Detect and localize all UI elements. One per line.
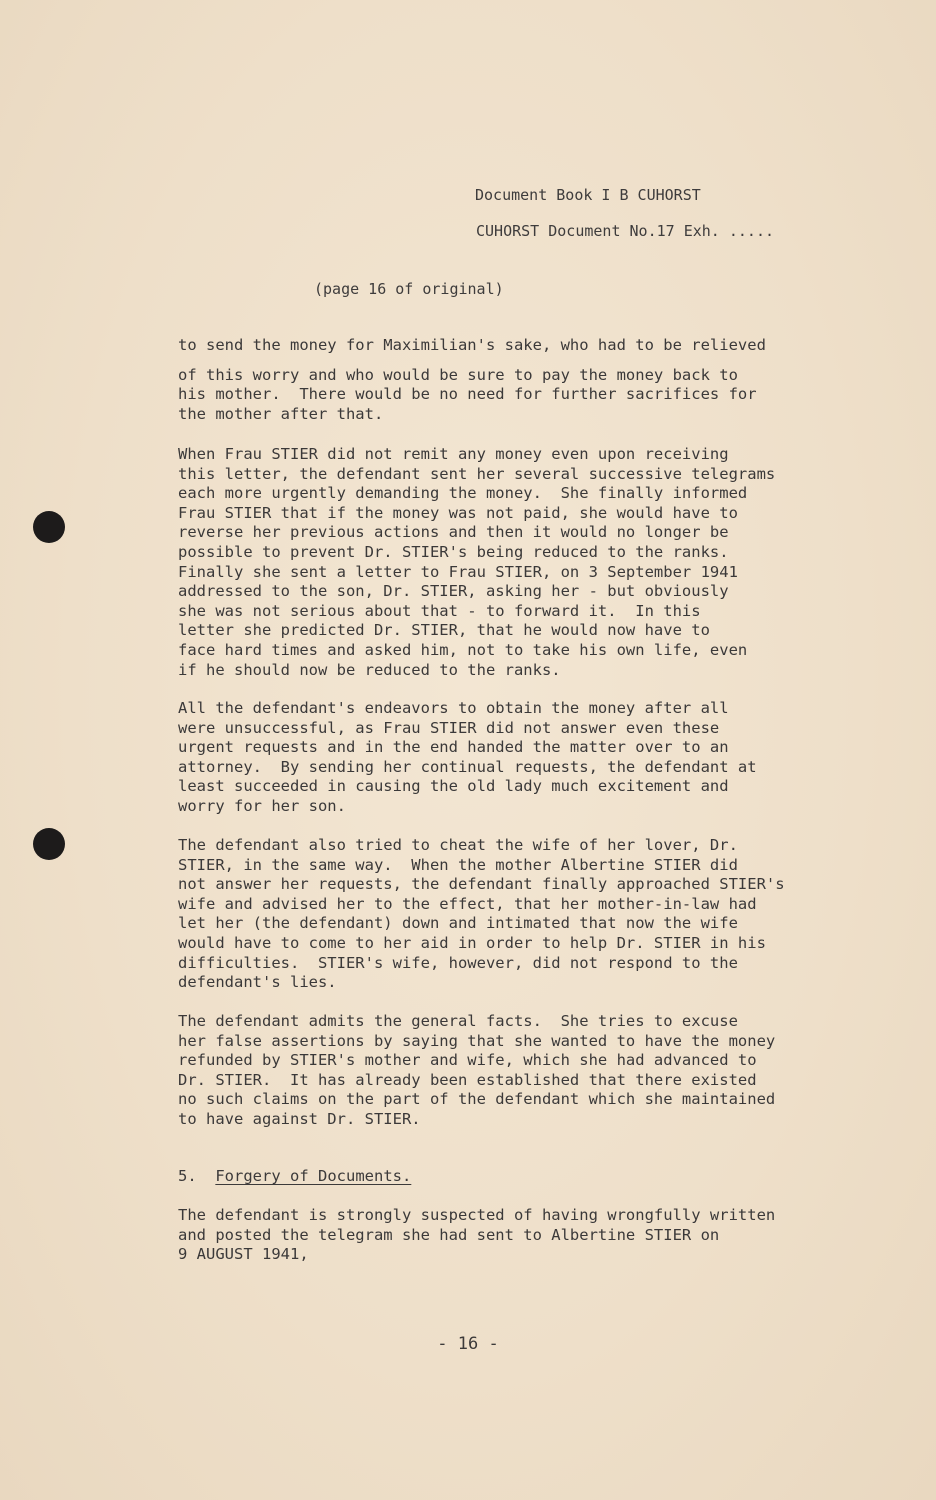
text-line: each more urgently demanding the money. She finally informed <box>178 484 748 503</box>
text-line: no such claims on the part of the defendant which she maintained <box>178 1090 776 1109</box>
paragraph <box>178 836 818 993</box>
document-book-line: Document Book I B CUHORST <box>475 186 701 204</box>
text-line: face hard times and asked him, not to take his own life, even <box>178 640 748 659</box>
text-line: her false assertions by saying that she wanted to have the money <box>178 1031 776 1050</box>
text-line: When Frau STIER did not remit any money even upon receiving <box>178 445 729 463</box>
punch-hole <box>33 828 65 860</box>
section-heading <box>178 1167 411 1185</box>
text-line: let her (the defendant) down and intimated that now the wife <box>178 914 738 933</box>
paragraph <box>178 445 818 680</box>
text-line: she was not serious about that - to forward it. In this <box>178 601 701 620</box>
paragraph <box>178 699 818 817</box>
text-line: refunded by STIER's mother and wife, which she had advanced to <box>178 1051 757 1070</box>
text-line: letter she predicted Dr. STIER, that he would now have to <box>178 621 710 640</box>
text-line: were unsuccessful, as Frau STIER did not answer even these <box>178 718 720 737</box>
text-line: The defendant also tried to cheat the wife of her lover, Dr. <box>178 836 738 854</box>
text-line: his mother. There would be no need for further sacrifices for <box>178 385 757 404</box>
text-line: least succeeded in causing the old lady much excitement and <box>178 777 729 796</box>
text-line: to send the money for Maximilian's sake, who had to be relieved <box>178 336 766 354</box>
text-line: reverse her previous actions and then it would no longer be <box>178 523 729 542</box>
text-line: addressed to the son, Dr. STIER, asking her - but obviously <box>178 582 729 601</box>
text-line: The defendant admits the general facts. She tries to excuse <box>178 1012 738 1030</box>
text-line: difficulties. STIER's wife, however, did not respond to the <box>178 953 738 972</box>
text-line: The defendant is strongly suspected of having wrongfully written <box>178 1206 776 1224</box>
text-line: 9 AUGUST 1941, <box>178 1245 309 1264</box>
text-line: not answer her requests, the defendant finally approached STIER's <box>178 875 785 894</box>
page-number: - 16 - <box>437 1334 499 1354</box>
paragraph <box>178 1012 818 1130</box>
text-line: wife and advised her to the effect, that her mother-in-law had <box>178 894 757 913</box>
section-title: Forgery of Documents. <box>215 1167 412 1185</box>
text-line: to have against Dr. STIER. <box>178 1109 421 1128</box>
text-line: Dr. STIER. It has already been established that there existed <box>178 1070 757 1089</box>
original-page-note: (page 16 of original) <box>314 280 504 298</box>
punch-hole <box>33 511 65 543</box>
text-line: STIER, in the same way. When the mother Albertine STIER did <box>178 855 738 874</box>
text-line: All the defendant's endeavors to obtain the money after all <box>178 699 729 717</box>
paragraph <box>178 1206 818 1265</box>
text-line: Frau STIER that if the money was not paid, she would have to <box>178 503 738 522</box>
text-line: if he should now be reduced to the ranks. <box>178 660 561 679</box>
section-number: 5. <box>178 1167 197 1185</box>
text-line: Finally she sent a letter to Frau STIER, on 3 September 1941 <box>178 562 738 581</box>
text-line: defendant's lies. <box>178 973 337 992</box>
document-number-line: CUHORST Document No.17 Exh. ..... <box>476 222 775 240</box>
text-line: of this worry and who would be sure to pay the money back to <box>178 365 738 384</box>
text-line: would have to come to her aid in order to help Dr. STIER in his <box>178 933 766 952</box>
text-line: the mother after that. <box>178 404 384 423</box>
paragraph <box>178 336 818 424</box>
text-line: and posted the telegram she had sent to Albertine STIER on <box>178 1225 720 1244</box>
text-line: this letter, the defendant sent her several successive telegrams <box>178 464 776 483</box>
text-line: attorney. By sending her continual requests, the defendant at <box>178 757 757 776</box>
text-line: possible to prevent Dr. STIER's being reduced to the ranks. <box>178 542 729 561</box>
text-line: urgent requests and in the end handed the matter over to an <box>178 738 729 757</box>
text-line: worry for her son. <box>178 796 346 815</box>
